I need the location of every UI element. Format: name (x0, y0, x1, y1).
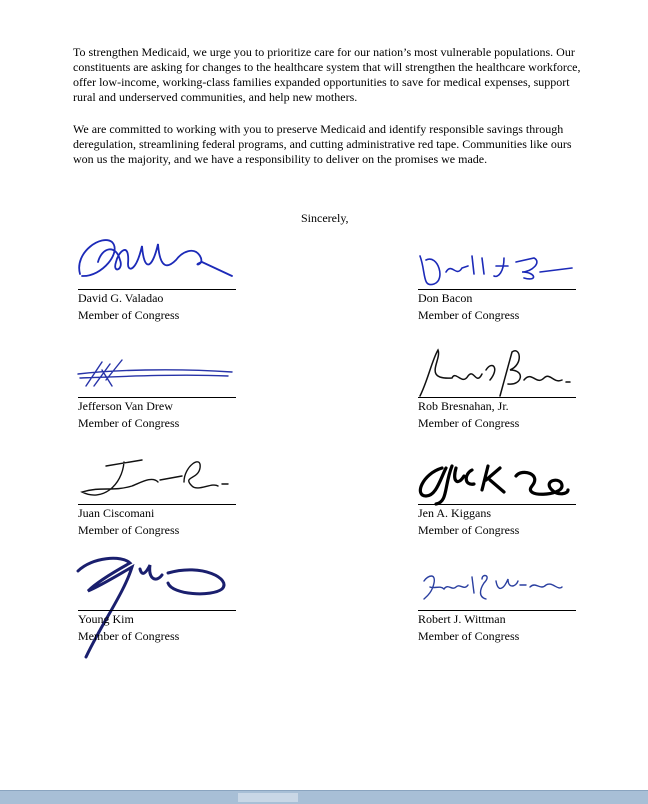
signature-line (78, 397, 236, 398)
handwritten-signature-wittman (412, 553, 582, 611)
handwritten-signature-ciscomani (72, 446, 242, 504)
signatory-name: Juan Ciscomani (78, 506, 155, 520)
handwritten-signature-kiggans (412, 446, 582, 504)
letter-paragraph-2: We are committed to working with you to preserve Medicaid and identify responsible savings through deregulation, streamlining federal programs, and cutting administrative red tape. Communities like ours won us the majority, and we have a responsibility to deliver on the promises we made. (73, 122, 572, 166)
signature-line (78, 610, 236, 611)
signature-line (418, 610, 576, 611)
signature-line (418, 289, 576, 290)
handwritten-signature-van-drew (72, 340, 242, 398)
signature-line (418, 397, 576, 398)
letter-paragraph-1: To strengthen Medicaid, we urge you to prioritize care for our nation’s most vulnerable populations. Our constituents are asking for changes to the healthcare system that will strengthen the healthcare workforce, offer low-income, working-class families expanded opportunities to save for medical expenses, support rural and underserved communities, and help new mothers. (73, 45, 581, 104)
handwritten-signature-bacon (412, 232, 582, 290)
signatory-title: Member of Congress (78, 416, 180, 430)
signatory-name: Don Bacon (418, 291, 473, 305)
signatory-name: Young Kim (78, 612, 134, 626)
horizontal-scrollbar[interactable] (0, 790, 648, 804)
signatory-title: Member of Congress (418, 523, 520, 537)
handwritten-signature-bresnahan (412, 340, 582, 398)
signatory-title: Member of Congress (78, 308, 180, 322)
signatory-title: Member of Congress (418, 416, 520, 430)
handwritten-signature-kim (72, 553, 242, 663)
signatory-name: Rob Bresnahan, Jr. (418, 399, 509, 413)
signatory-name: Robert J. Wittman (418, 612, 506, 626)
signatory-title: Member of Congress (418, 308, 520, 322)
signatory-title: Member of Congress (78, 629, 180, 643)
signature-line (78, 504, 236, 505)
signatory-name: David G. Valadao (78, 291, 164, 305)
signature-line (78, 289, 236, 290)
signatory-title: Member of Congress (78, 523, 180, 537)
signatory-name: Jen A. Kiggans (418, 506, 491, 520)
letter-closing: Sincerely, (301, 211, 349, 225)
signatory-title: Member of Congress (418, 629, 520, 643)
signatory-name: Jefferson Van Drew (78, 399, 173, 413)
handwritten-signature-valadao (72, 232, 242, 290)
signature-line (418, 504, 576, 505)
scrollbar-thumb[interactable] (238, 793, 298, 802)
